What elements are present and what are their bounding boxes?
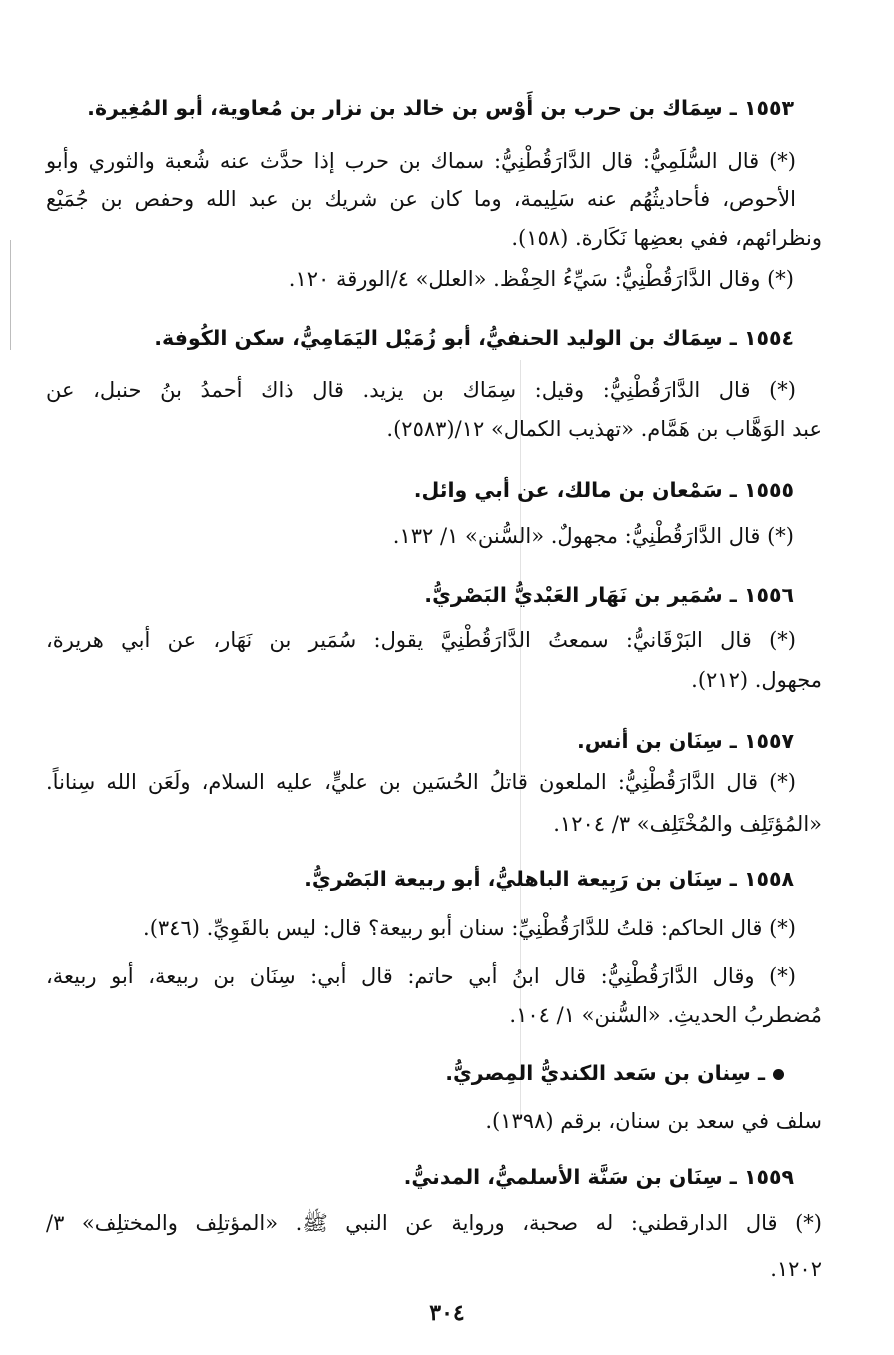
entry-text-line: (*) قال الدَّارَقُطْنِيُّ: وقيل: سِمَاك بن يزيد. قال ذاك أحمدُ بنُ حنبل، عن [46,378,796,402]
entry-text-line: (*) قال السُّلَمِيُّ: قال الدَّارَقُطْنِيُّ: سماك بن حرب إذا حدَّث عنه شُعبة والثوري وأبو [46,149,796,173]
entry-text-line: (*) قال الدَّارَقُطْنِيُّ: الملعون قاتلُ الحُسَين بن عليٍّ، عليه السلام، ولَعَن الله سِناناً. [46,770,796,794]
entry-text-line: (*) قال الدَّارَقُطْنِيُّ: مجهولٌ. «السُّنن» ١/ ١٣٢. [392,524,794,548]
entry-text-line: «المُؤتَلِف والمُخْتَلِف» ٣/ ١٢٠٤. [553,812,822,836]
entry-text-line: ١٢٠٢. [770,1257,822,1281]
entry-heading: ١٥٥٤ ـ سِمَاك بن الوليد الحنفيُّ، أبو زُمَيْل اليَمَامِيُّ، سكن الكُوفة. [154,326,794,350]
entry-text-line: (*) قال الدارقطني: له صحبة، ورواية عن النبي ﷺ. «المؤتلِف والمختلِف» ٣/ [46,1211,822,1235]
page-number: ٣٠٤ [429,1300,465,1326]
scan-edge-mark [10,240,11,350]
entry-heading: ١٥٥٥ ـ سَمْعان بن مالك، عن أبي وائل. [413,478,794,502]
entry-heading: ١٥٥٧ ـ سِنَان بن أنس. [577,729,794,753]
entry-text-line: (*) قال البَرْقَانيُّ: سمعتُ الدَّارَقُطْنِيَّ يقول: سُمَير بن نَهَار، عن أبي هريرة، [46,628,796,652]
entry-text-line: ونظرائهم، ففي بعضِها نَكَارة. (١٥٨). [511,226,822,250]
entry-text-line: مجهول. (٢١٢). [691,668,822,692]
crossref-heading [445,1058,784,1088]
bullet-icon [773,1069,784,1080]
entry-text-line: (*) وقال الدَّارَقُطْنِيُّ: سَيِّءُ الحِفْظ. «العلل» ٤/الورقة ١٢٠. [288,267,794,291]
entry-heading: ١٥٥٨ ـ سِنَان بن رَبِيعة الباهليُّ، أبو ربيعة البَصْريُّ. [304,867,794,891]
entry-text-line: سلف في سعد بن سنان، برقم (١٣٩٨). [485,1109,822,1133]
entry-text-line: (*) وقال الدَّارَقُطْنِيُّ: قال ابنُ أبي حاتم: قال أبي: سِنَان بن ربيعة، أبو ربيعة، [46,964,796,988]
entry-text-line: الأحوص، فأحاديثُهُم عنه سَلِيمة، وما كان عن شريك بن عبد الله وحفص بن جُمَيْع [46,187,796,211]
entry-text-line: (*) قال الحاكم: قلتُ للدَّارَقُطْنِيِّ: سنان أبو ربيعة؟ قال: ليس بالقَوِيِّ. (٣٤٦). [143,916,796,940]
entry-heading: ١٥٥٦ ـ سُمَير بن نَهَار العَبْديُّ البَصْريُّ. [424,583,794,607]
entry-text-line: عبد الوَهَّاب بن هَمَّام. «تهذيب الكمال» ١٢/(٢٥٨٣). [386,417,822,441]
entry-text-line: مُضطربُ الحديثِ. «السُّنن» ١/ ١٠٤. [509,1003,822,1027]
entry-heading: ١٥٥٩ ـ سِنَان بن سَنَّة الأسلميُّ، المدنيُّ. [403,1165,794,1189]
entry-heading: ١٥٥٣ ـ سِمَاك بن حرب بن أَوْس بن خالد بن نزار بن مُعاوية، أبو المُغِيرة. [87,96,794,120]
crossref-heading-text: ـ سِنان بن سَعد الكنديُّ المِصريُّ. [445,1061,765,1085]
